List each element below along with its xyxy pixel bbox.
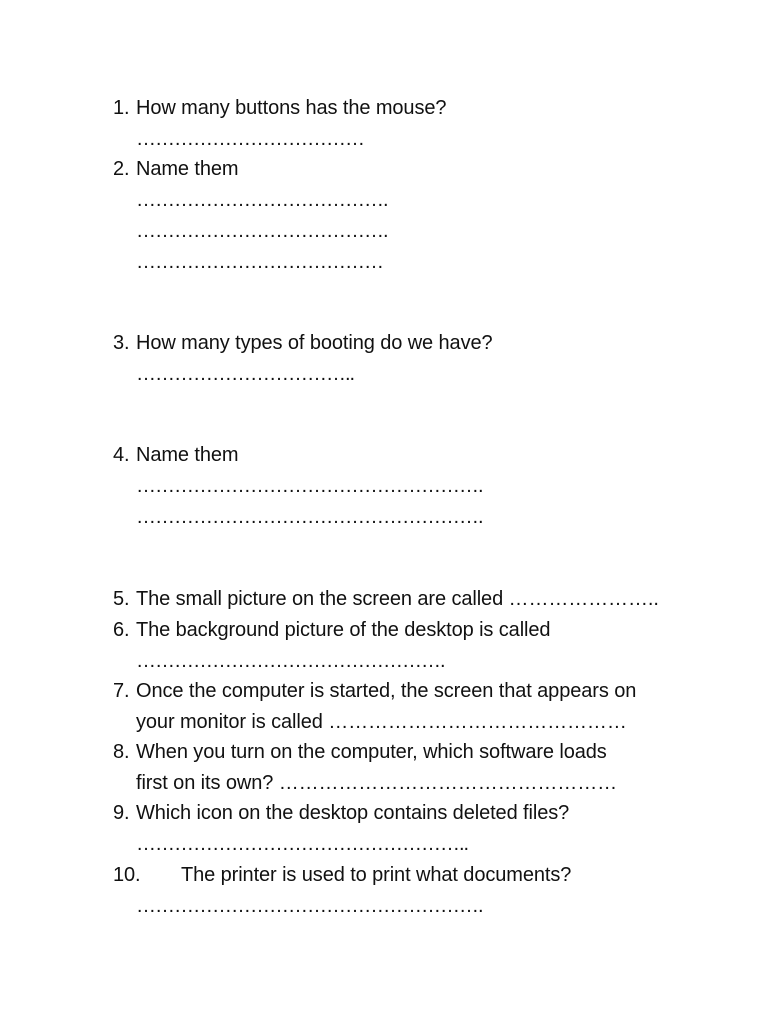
answer-blank: ………………………………………………. [136,895,483,917]
question-number: 9. [113,802,130,824]
question-text: The small picture on the screen are called ………………….. [136,588,659,610]
question-number: 6. [113,619,130,641]
answer-blank: …………………………………………….. [136,833,469,855]
question-number: 8. [113,741,130,763]
question-text: Name them [136,444,239,466]
question-number: 2. [113,158,130,180]
question-number: 10. [113,864,141,886]
answer-blank: ………………………………… [136,251,383,273]
question-text: Which icon on the desktop contains deleted files? [136,802,570,824]
question-text: When you turn on the computer, which software loads [136,741,607,763]
question-text: How many buttons has the mouse? [136,97,447,119]
answer-blank: ………………………………………………. [136,506,483,528]
question-text: your monitor is called ……………………………………… [136,711,627,733]
answer-blank: ……………………………… [136,128,364,150]
question-text: How many types of booting do we have? [136,332,493,354]
answer-blank: ………………………………………………. [136,475,483,497]
question-number: 3. [113,332,130,354]
question-text: Once the computer is started, the screen that appears on [136,680,637,702]
question-text: Name them [136,158,239,180]
answer-blank: …………………………………. [136,220,388,242]
question-text: The background picture of the desktop is called [136,619,551,641]
question-text: The printer is used to print what documents? [181,864,572,886]
question-number: 5. [113,588,130,610]
question-number: 4. [113,444,130,466]
question-number: 7. [113,680,130,702]
answer-blank: …………………………………………. [136,650,445,672]
answer-blank: …………………………………. [136,189,388,211]
question-number: 1. [113,97,130,119]
question-text: first on its own? …………………………………………… [136,772,618,794]
answer-blank: …………………………….. [136,363,355,385]
